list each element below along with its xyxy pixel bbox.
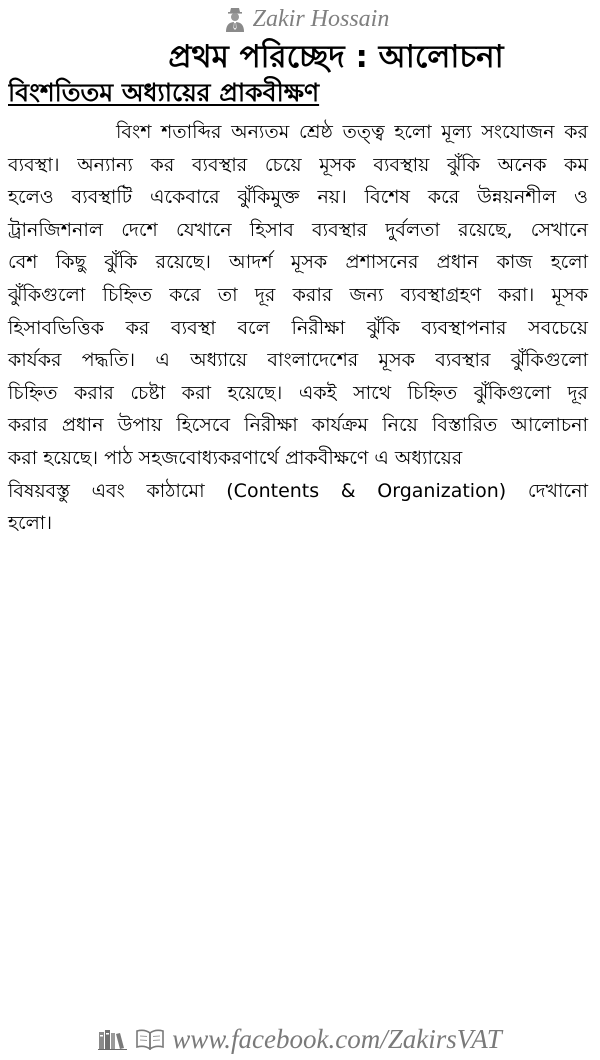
paragraph-line: ঝুঁকিগুলো চিহ্নিত করে তা দূর করার জন্য ব্যবস্থাগ্রহণ করা। মূসক [8, 283, 588, 306]
paragraph-line: বিষয়বস্তু এবং কাঠামো (Contents & Organization) দেখানো [8, 479, 588, 502]
footer-watermark [0, 1022, 600, 1056]
person-icon [225, 6, 245, 32]
author-name: Zakir Hossain [252, 5, 390, 32]
section-subtitle: বিংশতিতম অধ্যায়ের প্রাকবীক্ষণ [8, 78, 320, 107]
paragraph-line: ব্যবস্থা। অন্যান্য কর ব্যবস্থার চেয়ে মূসক ব্যবস্থায় ঝুঁকি অনেক কম [8, 153, 588, 176]
paragraph-line: চিহ্নিত করার চেষ্টা করা হয়েছে। একই সাথে চিহ্নিত ঝুঁকিগুলো দূর [8, 381, 588, 404]
paragraph-line: ট্রানজিশনাল দেশে যেখানে হিসাব ব্যবস্থার দুর্বলতা রয়েছে, সেখানে [8, 218, 588, 241]
paragraph-line: বিংশ শতাব্দির অন্যতম শ্রেষ্ঠ তত্ত্ব হলো মূল্য সংযোজন কর [116, 121, 588, 143]
paragraph-line: বেশ কিছু ঝুঁকি রয়েছে। আদর্শ মূসক প্রশাসনের প্রধান কাজ হলো [8, 251, 588, 274]
paragraph-line: হলো। [8, 512, 53, 535]
paragraph-line: হিসাবভিত্তিক কর ব্যবস্থা বলে নিরীক্ষা ঝুঁকি ব্যবস্থাপনার সবচেয়ে [8, 316, 588, 339]
body-paragraph [8, 116, 588, 540]
author-watermark [0, 4, 600, 34]
paragraph-line: করার প্রধান উপায় হিসেবে নিরীক্ষা কার্যক্রম নিয়ে বিস্তারিত আলোচনা [8, 414, 588, 437]
books-icon [98, 1028, 128, 1050]
paragraph-line: কার্যকর পদ্ধতি। এ অধ্যায়ে বাংলাদেশের মূসক ব্যবস্থার ঝুঁকিগুলো [8, 349, 588, 372]
facebook-url: www.facebook.com/ZakirsVAT [172, 1023, 502, 1054]
section-title: প্রথম পরিচ্ছেদ : আলোচনা [168, 39, 504, 75]
paragraph-line: করা হয়েছে। পাঠ সহজবোধ্যকরণার্থে প্রাকবীক্ষণে এ অধ্যায়ের [8, 446, 463, 469]
paragraph-line: হলেও ব্যবস্থাটি একেবারে ঝুঁকিমুক্ত নয়। বিশেষ করে উন্নয়নশীল ও [8, 186, 588, 209]
open-book-icon [136, 1028, 164, 1050]
